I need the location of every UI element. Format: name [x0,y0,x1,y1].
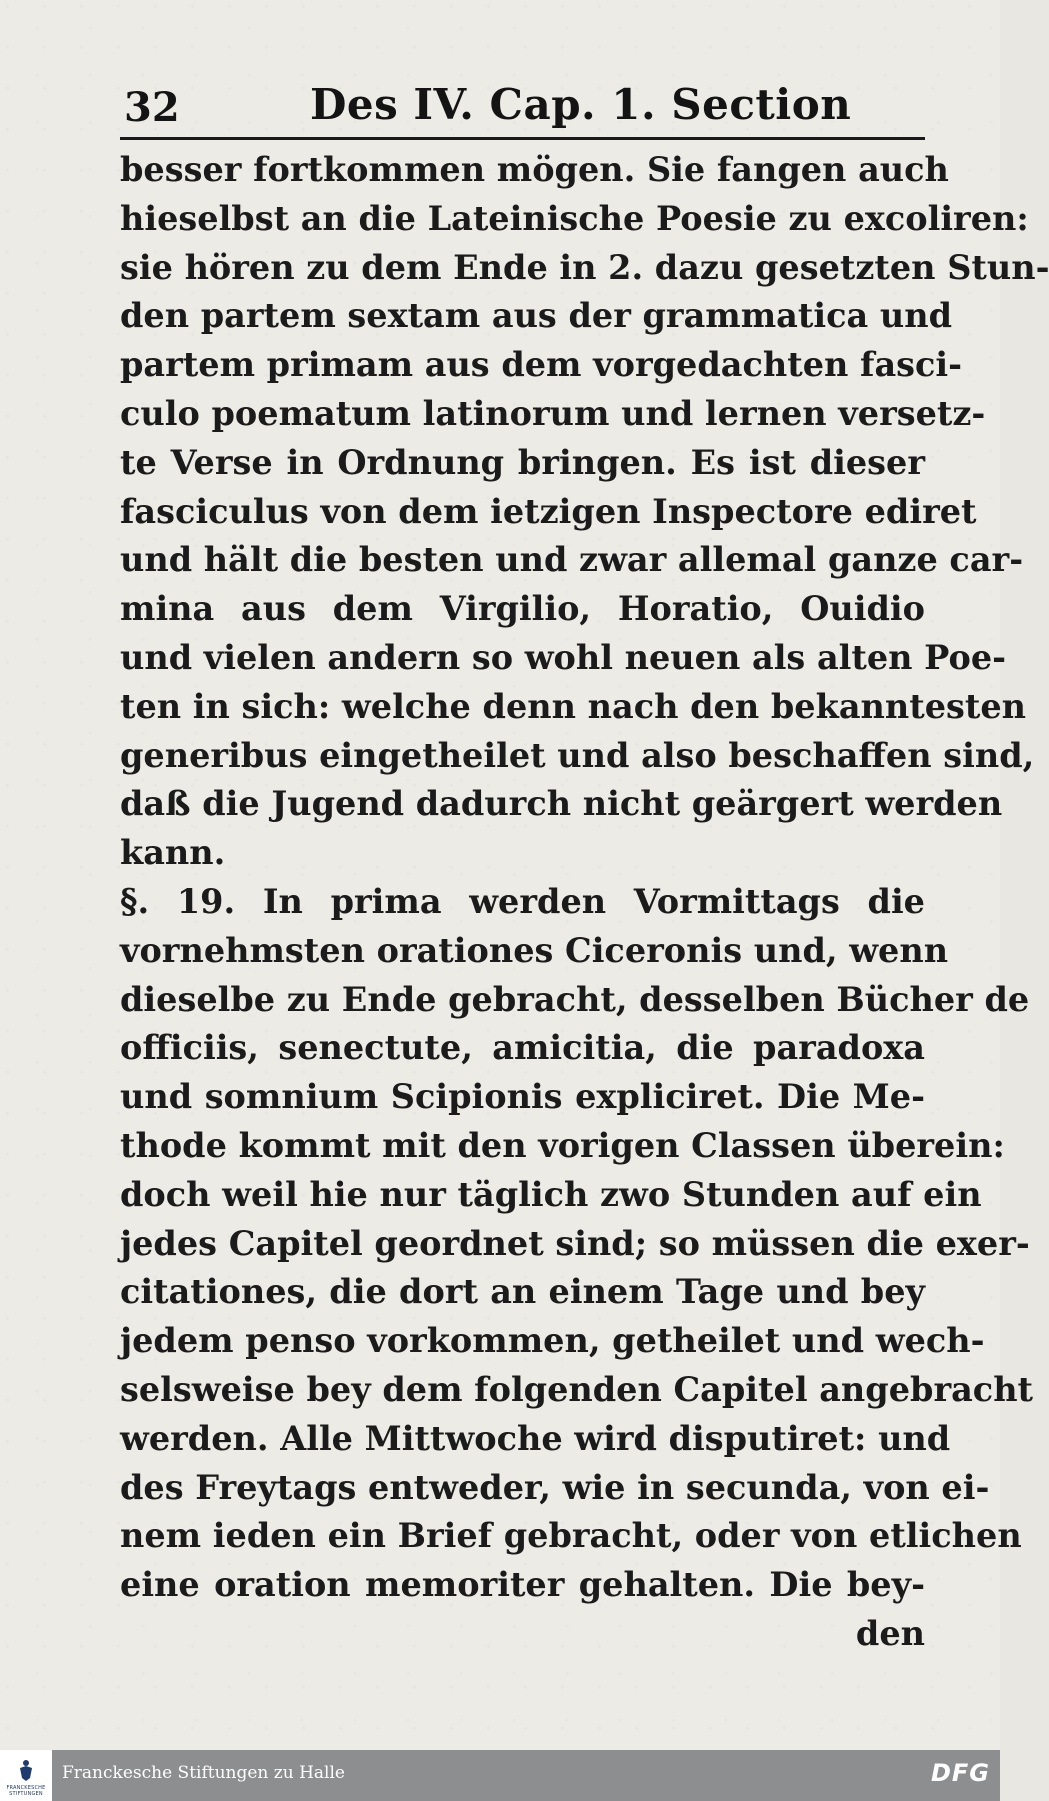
text-line: den partem sextam aus der grammatica und [120,296,952,336]
text-line: und vielen andern so wohl neuen als alten Poe- [120,637,1007,677]
text-line: partem primam aus dem vorgedachten fasci- [120,345,963,385]
header-rule [120,137,925,140]
text-line: jedes Capitel geordnet sind; so müssen die exer- [120,1223,1030,1263]
logo-line-1: FRANCKESCHE [6,1785,46,1791]
text-line: hieselbst an die Lateinische Poesie zu excoliren: [120,198,1029,238]
page-header [120,80,925,130]
text-line: §. 19. In prima werden Vormittags die [120,881,925,921]
text-line: te Verse in Ordnung bringen. Es ist dieser [120,442,925,482]
text-line: und somnium Scipionis expliciret. Die Me- [120,1077,925,1117]
text-line: officiis, senectute, amicitia, die paradoxa [120,1028,925,1068]
text-line: thode kommt mit den vorigen Classen überein: [120,1125,1005,1165]
text-line: dieselbe zu Ende gebracht, desselben Bücher de [120,979,1030,1019]
text-line: besser fortkommen mögen. Sie fangen auch [120,150,949,189]
text-line: citationes, die dort an einem Tage und bey [120,1272,925,1312]
dfg-logo[interactable]: DFG [930,1759,990,1787]
page-number: 32 [124,84,180,131]
text-line: vornehmsten orationes Ciceronis und, wenn [120,930,949,970]
footer-bar [0,1750,1000,1801]
text-line: generibus eingetheilet und also beschaffen sind, [120,735,1035,775]
text-line: kann. [120,833,226,873]
logo-text [2,1785,50,1797]
text-line: ten in sich: welche denn nach den bekanntesten [120,686,1027,726]
text-line: mina aus dem Virgilio, Horatio, Ouidio [120,589,925,629]
running-head: Des IV. Cap. 1. Section [310,80,852,129]
logo-line-2: STIFTUNGEN [9,1791,43,1797]
eagle-emblem-icon [18,1758,34,1782]
text-line: werden. Alle Mittwoche wird disputiret: und [120,1418,951,1458]
text-line: nem ieden ein Brief gebracht, oder von etlichen [120,1516,1022,1556]
body-text [120,146,1049,1659]
text-line: jedem penso vorkommen, getheilet und wech- [120,1321,985,1361]
text-line: doch weil hie nur täglich zwo Stunden auf ein [120,1174,982,1214]
text-line: des Freytags entweder, wie in secunda, von ei- [120,1467,990,1507]
institution-name: Franckesche Stiftungen zu Halle [62,1763,345,1783]
text-line: eine oration memoriter gehalten. Die bey- [120,1565,925,1605]
institution-logo[interactable] [0,1750,52,1801]
text-line: culo poematum latinorum und lernen versetz- [120,393,986,433]
text-line: fasciculus von dem ietzigen Inspectore ediret [120,491,977,531]
catchword: den [855,1613,925,1653]
text-line: sie hören zu dem Ende in 2. dazu gesetzten Stun- [120,247,1049,287]
text-line: selsweise bey dem folgenden Capitel angebracht [120,1369,1034,1409]
text-line: und hält die besten und zwar allemal ganze car- [120,540,1024,580]
text-line: daß die Jugend dadurch nicht geärgert werden [120,784,1003,824]
